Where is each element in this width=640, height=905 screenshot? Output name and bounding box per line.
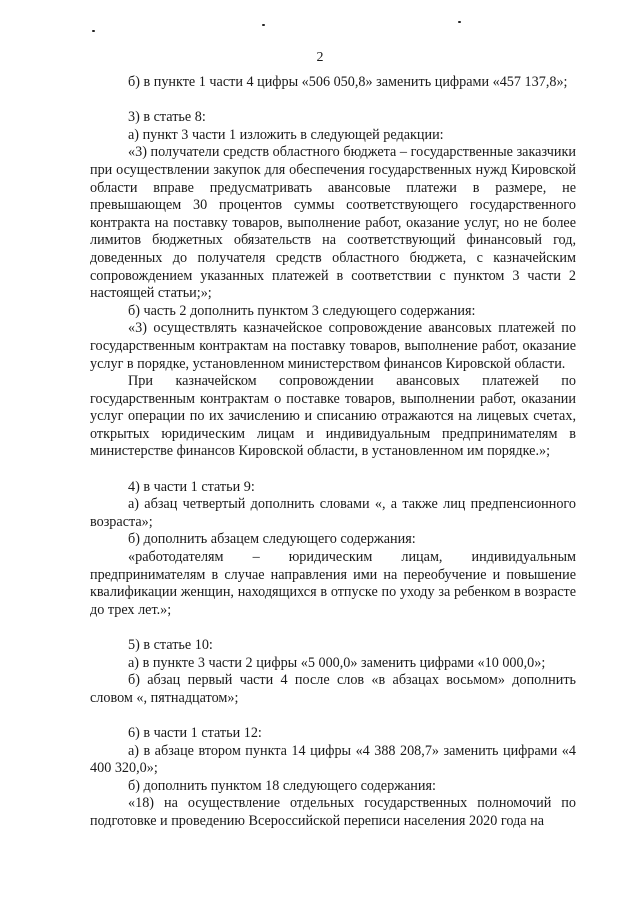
paragraph-article-10: 5) в статье 10:	[128, 637, 213, 653]
blank-line	[90, 92, 576, 110]
paragraph-item-b-article-9: б) дополнить абзацем следующего содержания:	[128, 531, 416, 548]
paragraph-article-8: 3) в статье 8:	[128, 109, 206, 126]
paragraph-quoted-point-3: «3) получатели средств областного бюджета – государственные заказчики при осуществлении закупок для обеспечения государственных нужд Кировской области вправе предусматривать авансовые платежи в размере, не превышающем 30 процентов суммы соответствующего государственного контракта на поставку товаров, выполнение работ, оказание услуг, но не более лимитов бюджетных обязательств на соответствующий финансовый год, доведенных до получателя средств областного бюджета, с казначейским сопровождением указанных платежей в соответствии с пунктом 3 части 2 настоящей статьи;»;	[90, 144, 576, 302]
paragraph-article-12: 6) в части 1 статьи 12:	[128, 724, 262, 741]
paragraph-item-a-article-9: а) абзац четвертый дополнить словами «, а также лиц предпенсионного возраста»;	[90, 496, 576, 530]
paragraph-item-b-article-10: б) абзац первый части 4 после слов «в абзацах восьмом» дополнить словом «, пятнадцатом»;	[90, 672, 576, 706]
paragraph-treasury-support: «3) осуществлять казначейское сопровождение авансовых платежей по государственным контрактам на поставку товаров, выполнение работ, оказание услуг в порядке, установленном министерством финансов Кировской области.	[90, 320, 576, 372]
paragraph-point-18: «18) на осуществление отдельных государственных полномочий по подготовке и проведению Всероссийской переписи населения 2020 года на	[90, 795, 576, 829]
paragraph-item-b-article-12: б) дополнить пунктом 18 следующего содержания:	[128, 777, 436, 794]
paragraph-item-a-article-12: а) в абзаце втором пункта 14 цифры «4 388 208,7» заменить цифрами «4 400 320,0»;	[90, 742, 576, 777]
blank-line	[90, 707, 576, 725]
paragraph-employers: «работодателям – юридическим лицам, индивидуальным предпринимателям в случае направления ими на переобучение и повышение квалификации женщин, находящихся в отпуске по уходу за ребенком в возрасте до трех лет.»;	[90, 549, 576, 618]
paragraph-item-a: а) пункт 3 части 1 изложить в следующей редакции:	[128, 126, 444, 143]
paragraph-article-9: 4) в части 1 статьи 9:	[128, 478, 255, 495]
scan-speck	[92, 30, 95, 32]
paragraph-item-a-article-10: а) в пункте 3 части 2 цифры «5 000,0» заменить цифрами «10 000,0»;	[128, 654, 546, 671]
document-body	[90, 74, 576, 831]
paragraph-treasury-operations: При казначейском сопровождении авансовых платежей по государственным контрактам о поставке товаров, выполнении работ, оказании услуг операции по их зачислению и списанию отражаются на лицевых счетах, открытых юридическим лицам и индивидуальным предпринимателям в министерстве финансов Кировской области, в установленном им порядке.»;	[90, 373, 576, 460]
scan-speck	[262, 24, 265, 26]
blank-line	[90, 619, 576, 637]
paragraph-item-b-numbers: б) в пункте 1 части 4 цифры «506 050,8» заменить цифрами «457 137,8»;	[128, 74, 568, 90]
blank-line	[90, 461, 576, 479]
page-number: 2	[316, 50, 324, 65]
scan-speck	[458, 21, 461, 23]
paragraph-item-b-part-2: б) часть 2 дополнить пунктом 3 следующего содержания:	[128, 302, 476, 319]
